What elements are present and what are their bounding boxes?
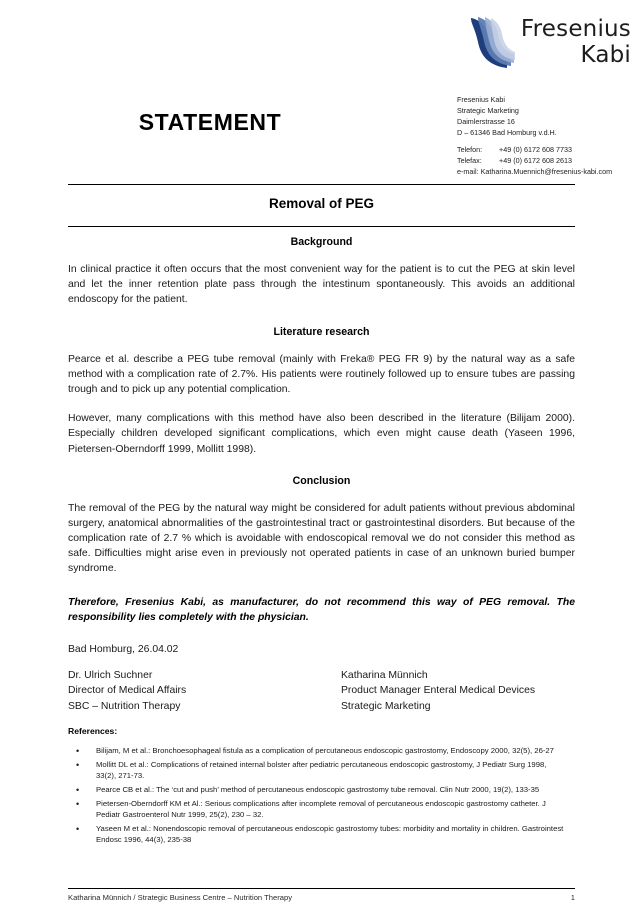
references-list [68,746,568,849]
bullet-icon: • [76,784,80,795]
list-item [68,760,568,782]
section-paragraph: In clinical practice it often occurs that the most convenient way for the patient is to cut the PEG at skin level and let the inner retention plate pass through the intestinum spontaneously. This avoids an additional endoscopy for the patient. [68,264,575,306]
statement-emphasis: Therefore, Fresenius Kabi, as manufacturer, do not recommend this way of PEG removal. The responsibility lies completely with the physician. [68,596,575,623]
section-paragraph: The removal of the PEG by the natural way might be considered for adult patients without previous abdominal surgery, anatomical abnormalities of the gastrointestinal tract or gastrointestinal disorders. But because of the complication rate of 2.7 % which is avoidable with endoscopical removal we do not consider this method as safe. Difficulties might arise even in previously not operated patients in case of an unknown buried bumper syndrome. [68,502,575,575]
divider-below-subject [68,226,575,227]
reference-text: Bilijam, M et al.: Bronchoesophageal fistula as a complication of percutaneous endoscopic gastrostomy, Endoscopy 2000, 32(5), 26-27 [96,746,554,755]
address-company: Fresenius Kabi [457,95,505,104]
section-heading-conclusion: Conclusion [292,474,351,487]
signature-left-role: Director of Medical Affairs [68,685,187,697]
list-item [68,799,568,821]
sender-address-block [457,95,612,178]
page-number: 1 [570,893,575,902]
address-phone-row [457,145,612,156]
signature-right-role: Product Manager Enteral Medical Devices [341,685,536,697]
section-heading-background: Background [290,236,353,248]
section-paragraph: However, many complications with this method have also been described in the literature (Bilijam 2000). Especially children developed significant complications, which even might cause death (Yaseen 1996, Pietersen-Oberndorff 1999, Mollitt 1998). [68,413,575,455]
bullet-icon: • [76,798,80,809]
references-title: References: [68,726,118,736]
phone-label: Telefon: [457,144,483,154]
signature-right [341,668,575,714]
brand-name-line2: Kabi [580,42,631,68]
brand-logo [469,14,631,72]
list-item [68,746,568,757]
address-street: Daimlerstrasse 16 [457,116,515,126]
reference-text: Mollitt DL et al.: Complications of retained internal bolster after pediatric percutaneous endoscopic gastrostomy, J Pediatr Surg 1998, 33(2), 271-73. [96,759,547,780]
address-email: e-mail: Katharina.Muennich@fresenius-kabi.com [457,166,613,176]
signature-right-unit: Strategic Marketing [341,700,431,712]
section-paragraph: Pearce et al. describe a PEG tube removal (mainly with Freka® PEG FR 9) by the natural way as a safe method with a complication rate of 2.7%. His patients were routinely followed up to ensure tubes are passing trough and to pick up any potential complication. [68,353,575,395]
address-city: D – 61346 Bad Homburg v.d.H. [457,127,557,137]
footer-divider [68,888,575,889]
footer-text: Katharina Münnich / Strategic Business Centre – Nutrition Therapy [68,893,292,902]
signature-left [68,668,341,714]
phone-value: +49 (0) 6172 608 7733 [499,144,572,154]
divider-above-subject [68,184,575,185]
reference-text: Yaseen M et al.: Nonendoscopic removal of percutaneous endoscopic gastrostomy tubes: morbidity and mortality in children. Gastrointest Endosc 1996, 44(3), 235-38 [96,823,564,844]
list-item [68,785,568,796]
signature-left-name: Dr. Ulrich Suchner [68,670,153,681]
document-body [68,236,575,657]
fresenius-kabi-swoosh-icon [469,14,515,72]
reference-text: Pietersen-Oberndorff KM et Al.: Serious complications after incomplete removal of percutaneous endoscopic gastrostomy catheter. J Pediatr Gastroenterol Nutr 1999, 25(2), 230 – 32. [96,798,546,819]
signature-right-name: Katharina Münnich [341,670,428,681]
place-and-date: Bad Homburg, 26.04.02 [68,644,179,655]
reference-text: Pearce CB et al.: The ‘cut and push’ method of percutaneous endoscopic gastrostomy tube removal. Clin Nutr 2000, 19(2), 133-35 [96,784,540,794]
section-heading-literature-research: Literature research [273,325,370,338]
brand-name-line1: Fresenius [520,16,631,43]
fax-value: +49 (0) 6172 608 2613 [499,155,572,165]
signature-left-unit: SBC – Nutrition Therapy [68,700,181,712]
list-item [68,824,568,846]
fax-label: Telefax: [457,155,482,165]
address-department: Strategic Marketing [457,105,519,115]
brand-wordmark [521,17,631,69]
bullet-icon: • [76,759,80,770]
bullet-icon: • [76,746,80,756]
page-title: STATEMENT [138,109,282,135]
address-fax-row [457,156,612,167]
signature-block [68,668,575,714]
bullet-icon: • [76,823,80,834]
document-subject: Removal of PEG [268,196,375,211]
